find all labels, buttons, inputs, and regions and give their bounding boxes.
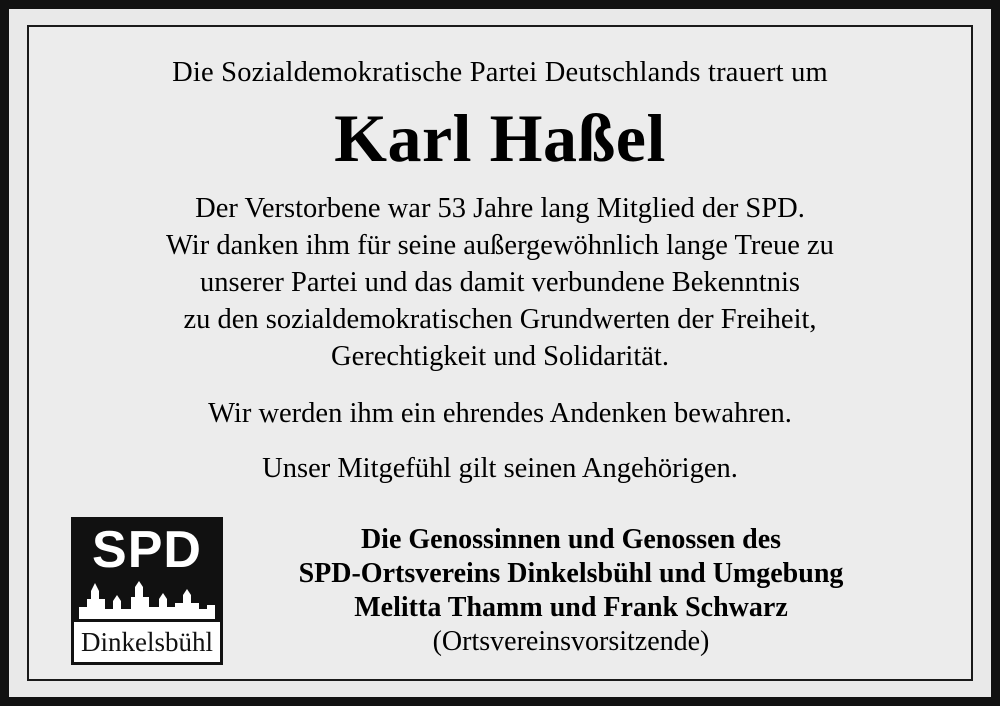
paragraph-2 bbox=[63, 395, 937, 432]
spd-logo-city-label: Dinkelsbühl bbox=[74, 622, 220, 662]
paragraph-1 bbox=[63, 190, 937, 375]
signature-line-2: SPD-Ortsvereins Dinkelsbühl und Umgebung bbox=[298, 558, 844, 590]
body-line: Gerechtigkeit und Solidarität. bbox=[331, 341, 669, 373]
notice-content bbox=[29, 27, 971, 679]
body-line: Der Verstorbene war 53 Jahre lang Mitglied der SPD. bbox=[195, 192, 805, 224]
signature-line-3: Melitta Thamm und Frank Schwarz bbox=[354, 592, 788, 624]
city-skyline-icon bbox=[79, 577, 215, 619]
intro-line: Die Sozialdemokratische Partei Deutschlands trauert um bbox=[172, 57, 828, 88]
body-line: Wir danken ihm für seine außergewöhnlich lange Treue zu bbox=[166, 229, 834, 261]
deceased-name: Karl Haßel bbox=[334, 99, 666, 176]
paragraph-3 bbox=[63, 450, 937, 487]
inner-border-frame bbox=[27, 25, 973, 681]
spd-logo bbox=[71, 517, 223, 665]
body-line: zu den sozialdemokratischen Grundwerten der Freiheit, bbox=[183, 304, 817, 336]
body-line: unserer Partei und das damit verbundene Bekenntnis bbox=[200, 267, 800, 299]
body-line: Unser Mitgefühl gilt seinen Angehörigen. bbox=[262, 453, 738, 485]
signature-line-4: (Ortsvereinsvorsitzende) bbox=[432, 626, 710, 658]
body-line: Wir werden ihm ein ehrendes Andenken bewahren. bbox=[208, 398, 792, 430]
signature-text bbox=[223, 515, 937, 660]
body-text bbox=[63, 190, 937, 487]
signature-line-1: Die Genossinnen und Genossen des bbox=[360, 524, 782, 555]
signature-area bbox=[63, 515, 937, 665]
spd-logo-party-label: SPD bbox=[92, 521, 202, 579]
